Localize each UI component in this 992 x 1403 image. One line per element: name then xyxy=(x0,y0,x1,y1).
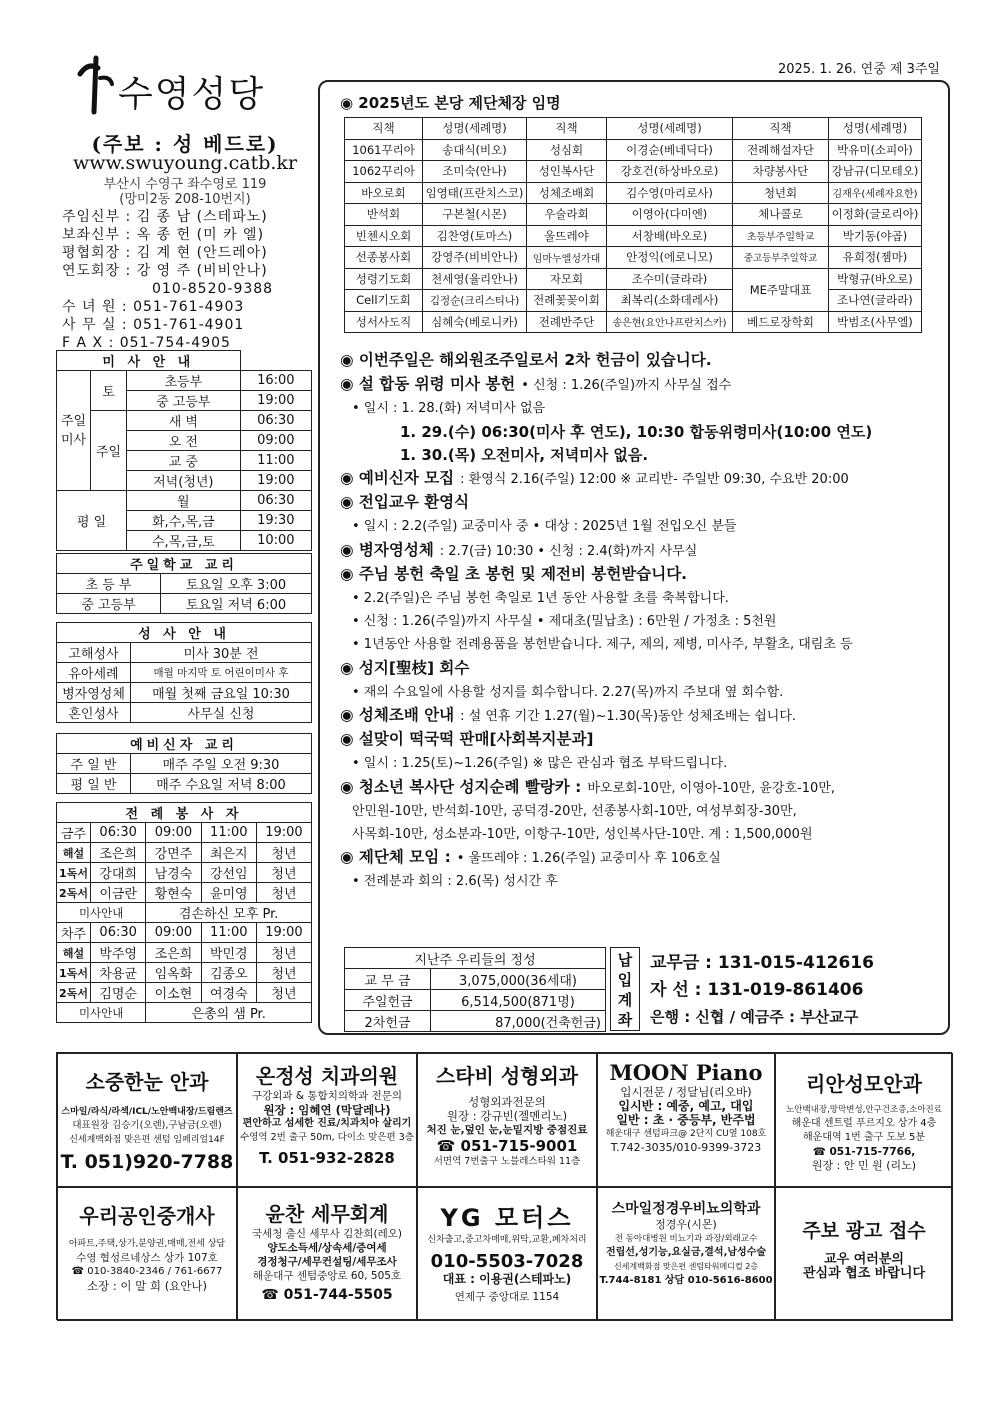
notice-line: ◉ 성체조배 안내 : 설 연휴 기간 1.27(월)~1.30(목)동안 성체조배는 쉽니다. xyxy=(340,706,797,725)
liturgy-servers-table: 전 례 봉 사 자 금주 06:30 09:00 11:00 19:00 해설 조은희 강면주 최은지 청년 1독서 강대희 남경숙 강선임 청년 2독서 이금란 황현숙 윤미영 청년 미사안내 겸손하신 모후 Pr. 차주 06:30 09:00 11:00 19:00 해설 박주영 조은희 박민경 청년 1독서 차용균 임옥화 김종오 청년 2독서 김명순 이소현 여경숙 청년 미사안내 은총의 샘 Pr. xyxy=(56,802,312,1023)
advertisements xyxy=(56,1052,952,1320)
notice-line: ◉ 이번주일은 해외원조주일로서 2차 헌금이 있습니다. xyxy=(340,351,712,369)
notice-line: 1. 30.(목) 오전미사, 저녁미사 없음. xyxy=(400,445,649,464)
notice-line: ◉ 제단체 모임 : • 울뜨레야 : 1.26(주일) 교중미사 후 106호실 xyxy=(340,848,721,867)
notice-line: • 신청 : 1.26(주일)까지 사무실 • 제대초(밀납초) : 6만원 / 가정초 : 5천원 xyxy=(352,614,777,630)
notice-line: ◉ 설 합동 위령 미사 봉헌 • 신청 : 1.26(주일)까지 사무실 접수 xyxy=(340,375,732,394)
notice-line: 안민원-10만, 반석회-10만, 공덕경-20만, 선종봉사회-10만, 여성부회장-30만, xyxy=(352,803,797,819)
notice-line: ◉ 예비신자 모집 : 환영식 2.16(주일) 12:00 ※ 교리반- 주일반 09:30, 수요반 20:00 xyxy=(340,469,849,488)
notice-line: • 일시 : 1.25(토)~1.26(주일) ※ 많은 관심과 협조 부탁드립니다. xyxy=(352,756,728,772)
catechumen-table: 예비신자 교리 주 일 반 매주 주일 오전 9:30 평 일 반 매주 수요일 저녁 8:00 xyxy=(56,733,312,794)
website-link[interactable]: www.swuyoung.catb.kr xyxy=(72,152,298,174)
notice-line: ◉ 주님 봉헌 축일 초 봉헌 및 제전비 봉헌받습니다. xyxy=(340,564,688,583)
notice-line: ◉ 청소년 복사단 성지순례 빨랑카 : 바오로회-10만, 이영아-10만, 윤강호-10만, xyxy=(340,777,835,796)
account-label: 납입계좌 xyxy=(610,947,640,1031)
bulletin-name: (주보 : 성 베드로) xyxy=(91,132,279,156)
ad-card[interactable]: 소중한눈 안과 스마일/라식/라섹/ICL/노안백내장/드림렌즈 대표원장 김승기(오렌),구남금(오렌) 신세계백화점 맞은편 센텀 임페리얼14F T. 051)920-7788 xyxy=(57,1053,237,1187)
notice-line: ◉ 성지[聖枝] 회수 xyxy=(340,658,470,677)
address: 부산시 수영구 좌수영로 119 (망미2동 208-10번지) xyxy=(103,177,267,207)
notice-line: • 재의 수요일에 사용할 성지를 회수합니다. 2.27(목)까지 주보대 옆 회수함. xyxy=(352,684,784,700)
mass-schedule: 미 사 안 내 주일미사 토 초등부 16:00 중 고등부 19:00 주일 새 벽 06:30 오 전 09:00 교 중 11:00 저녁(청년) 19:00 평 일 월 06:30 화,수,목,금 19:30 수,목,금,토 10:00 xyxy=(56,350,312,551)
notice-line: • 2.2(주일)은 주님 봉헌 축일로 1년 동안 사용할 초를 축복합니다. xyxy=(352,591,729,607)
notice-line: 1. 29.(수) 06:30(미사 후 연도), 10:30 합동위령미사(10:00 연도) xyxy=(400,422,873,441)
notice-line: • 일시 : 1. 28.(화) 저녁미사 없음 xyxy=(352,401,546,417)
notice-line: • 일시 : 2.2(주일) 교중미사 중 • 대상 : 2025년 1월 전입오신 분들 xyxy=(352,519,737,535)
ad-card[interactable]: 리안성모안과 노안백내장,망막변성,안구건조증,소아진료 해운대 센트럴 푸르지오 상가 4층 해운대역 1번 출구 도보 5분 ☎ 051-715-7766, 원장 : 안 민 원 (리노) xyxy=(775,1053,953,1187)
notice-line: 사목회-10만, 성소분과-10만, 이항구-10만, 성인복사단-10만. 계 : 1,500,000원 xyxy=(352,827,813,843)
ad-card[interactable]: 스마일정경우비뇨의학과 정경우(시몬) 전 동아대병원 비뇨기과 과장/외래교수 전립선,성기능,요실금,결석,남성수술 신세계백화점 맞은편 센텀타워메디컬 2층 T.744-8181 상담 010-5616-8600 xyxy=(597,1187,775,1321)
ad-card[interactable]: 온정성 치과의원 구강외과 & 통합치의학과 전문의 원장 : 임혜연 (막달레나) 편안하고 섬세한 진료/치과치아 살리기 수영역 2번 출구 50m, 다이소 맞은편 3층 T. 051-932-2828 xyxy=(237,1053,417,1187)
ad-card[interactable]: 우리공인중개사 아파트,주택,상가,분양권,매매,전세 상담 수영 협성르네상스 상가 107호 ☎ 010-3840-2346 / 761-6677 소장 : 이 말 희 (요안나) xyxy=(57,1187,237,1321)
notice-line: ◉ 전입교우 환영식 xyxy=(340,493,470,512)
ad-card[interactable]: 주보 광고 접수 교우 여러분의 관심과 협조 바랍니다 xyxy=(775,1187,953,1321)
ad-card[interactable]: 스타비 성형외과 성형외과전문의 원장 : 강규빈(젤멘리노) 처진 눈,덮인 눈,눈밑지방 중점진료 ☎ 051-715-9001 서면역 7번출구 노블레스타워 11층 xyxy=(417,1053,597,1187)
sunday-school-table: 주일학교 교리 초 등 부 토요일 오후 3:00 중 고등부 토요일 저녁 6:00 xyxy=(56,553,312,614)
offering-table: 지난주 우리들의 정성 교 무 금 3,075,000(36세대) 주일헌금 6,514,500(871명) 2차헌금 87,000(건축헌금) xyxy=(344,947,606,1032)
sacrament-table: 성 사 안 내 고해성사 미사 30분 전 유아세례 매월 마지막 토 어린이미사 후 병자영성체 매월 첫째 금요일 10:30 혼인성사 사무실 신청 xyxy=(56,622,312,723)
ad-card[interactable]: MOON Piano 입시전문 / 정달님(리오바) 입시반 : 예중, 예고, 대입 일반 : 초 · 중등부, 반주법 해운대구 센텀파크@ 2단지 CU옆 108호 T.742-3035/010-9399-3723 xyxy=(597,1053,775,1187)
notice-line: ◉ 병자영성체 : 2.7(금) 10:30 • 신청 : 2.4(화)까지 사무실 xyxy=(340,540,698,559)
notices-list xyxy=(340,349,940,894)
church-name: 수영성당 xyxy=(118,74,266,115)
notice-line: • 전례분과 회의 : 2.6(목) 성시간 후 xyxy=(352,874,558,890)
church-logo-icon xyxy=(72,54,118,116)
bank-accounts: 교무금 : 131-015-412616 자 선 : 131-019-861406 은행 : 신협 / 예금주 : 부산교구 xyxy=(650,953,874,1026)
notice-line: ◉ 설맞이 떡국떡 판매[사회복지분과] xyxy=(340,730,594,749)
staff-list: 주임신부 : 김 종 남 (스테파노) 보좌신부 : 옥 종 헌 (미 카 엘) 평협회장 : 김 계 현 (안드레아) 연도회장 : 강 영 주 (비비안나) 010-8520-9388 수 녀 원 : 051-761-4903 사 무 실 : 051-761-4901 F A X : 051-754-4905 xyxy=(62,209,274,351)
duty-table: 직책 성명(세례명) 직책 성명(세례명) 직책 성명(세례명) 1061꾸리아 송대식(비오) 성심회 이경순(베네딕다) 전례해설자단 박유미(소피아) 1062꾸리아 조미숙(안나) 성인복사단 강호건(하상바오로) 차량봉사단 강남규(디모테오) 바오로회 임영태(프란치스코) 성체조배회 김수영(마리로사) 청년회 김재우(세례자요한) 반석회 구본철(시몬) 우술라회 이영아(다미엔) 체나콜로 이정화(글로리아) 빈첸시오회 김찬영(토마스) 울뜨레야 서창배(바오로) 초등부주일학교 박기동(야곱) 선종봉사회 강영주(비비안나) 임마누엘성가대 안정익(에로니모) 중고등부주일학교 유희정(젬마) 성령기도회 천세영(율리안나) 자모회 조수미(글라라) ME주말대표 박형규(바오로) Cell기도회 김정순(크리스티나) 전례꽃꽂이회 최복리(소화데레사) 조나연(글라라) 성서사도직 심혜숙(베로니카) 전례반주단 송은현(요안나프란치스카) 베드로장학회 박범조(사무엘) xyxy=(344,117,922,333)
notice-line: • 1년동안 사용할 전례용품을 봉헌받습니다. 제구, 제의, 제병, 미사주, 부활초, 대림초 등 xyxy=(352,637,853,653)
duty-title: ◉ 2025년도 본당 제단체장 임명 xyxy=(340,94,561,112)
ad-card[interactable]: YG 모터스 신차출고,중고차매매,위탁,교환,폐차처리 010-5503-7028 대표 : 이용권(스테파노) 연제구 중앙대로 1154 xyxy=(417,1187,597,1321)
issue-date: 2025. 1. 26. 연중 제 3주일 xyxy=(777,62,940,77)
ad-card[interactable]: 윤찬 세무회계 국세청 출신 세무사 김찬희(레오) 양도소득세/상속세/증여세 경정청구/세무컨설팅/세무조사 해운대구 센텀중앙로 60, 505호 ☎ 051-744-5505 xyxy=(237,1187,417,1321)
